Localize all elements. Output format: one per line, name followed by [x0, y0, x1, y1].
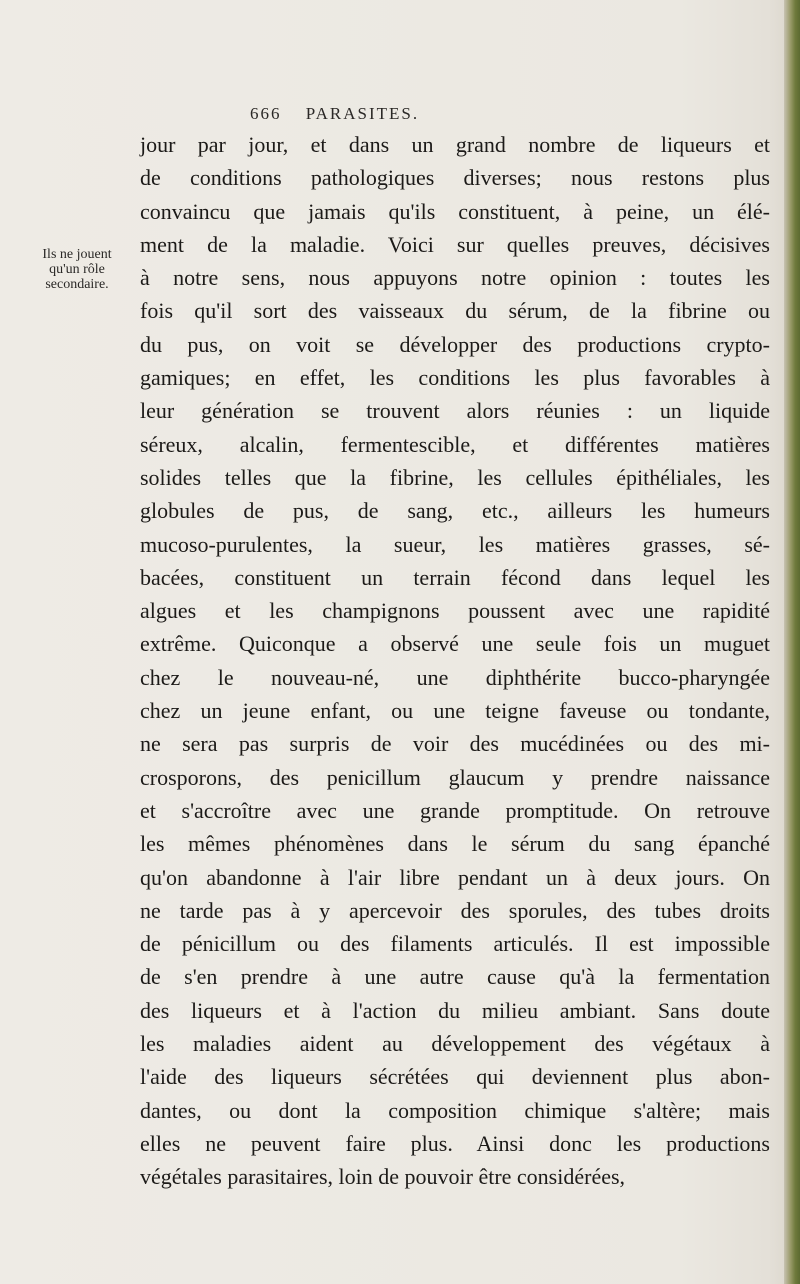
text-line: ne tarde pas à y apercevoir des sporules, des tubes droits [140, 897, 770, 923]
running-title: PARASITES. [305, 104, 420, 123]
text-line: convaincu que jamais qu'ils constituent, à peine, un élé- [140, 198, 770, 224]
text-line: fois qu'il sort des vaisseaux du sérum, de la fibrine ou [140, 298, 770, 324]
text-line: à notre sens, nous appuyons notre opinion : toutes les [140, 265, 770, 291]
text-line: bacées, constituent un terrain fécond dans lequel les [140, 564, 770, 590]
text-line: végétales parasitaires, loin de pouvoir être considérées, [140, 1164, 626, 1190]
text-line: qu'on abandonne à l'air libre pendant un à deux jours. On [140, 864, 770, 890]
text-line: l'aide des liqueurs sécrétées qui deviennent plus abon- [140, 1064, 770, 1090]
text-line: séreux, alcalin, fermentescible, et différentes matières [140, 431, 770, 457]
text-line: elles ne peuvent faire plus. Ainsi donc les productions [140, 1130, 770, 1156]
text-line: algues et les champignons poussent avec une rapidité [140, 598, 770, 624]
text-line: les maladies aident au développement des végétaux à [140, 1031, 770, 1057]
margin-note-line: Ils ne jouent [42, 247, 112, 262]
margin-note [30, 247, 124, 292]
margin-note-line: qu'un rôle [49, 262, 105, 277]
text-line: leur génération se trouvent alors réunies : un liquide [140, 398, 770, 424]
text-line: chez le nouveau-né, une diphthérite bucco-pharyngée [140, 664, 770, 690]
text-line: de s'en prendre à une autre cause qu'à la fermentation [140, 964, 770, 990]
text-line: ment de la maladie. Voici sur quelles preuves, décisives [140, 231, 770, 257]
text-line: du pus, on voit se développer des productions crypto- [140, 331, 770, 357]
running-head [250, 104, 419, 124]
text-line: ne sera pas surpris de voir des mucédinées ou des mi- [140, 731, 770, 757]
text-line: extrême. Quiconque a observé une seule fois un muguet [140, 631, 770, 657]
margin-note-line: secondaire. [45, 277, 109, 292]
body-text [140, 128, 770, 1194]
text-line: solides telles que la fibrine, les cellules épithéliales, les [140, 464, 770, 490]
text-line: dantes, ou dont la composition chimique s'altère; mais [140, 1097, 770, 1123]
text-line: mucoso-purulentes, la sueur, les matières grasses, sé- [140, 531, 770, 557]
page-edge [784, 0, 800, 1284]
text-line: jour par jour, et dans un grand nombre de liqueurs et [140, 132, 770, 157]
text-line: gamiques; en effet, les conditions les plus favorables à [140, 365, 770, 391]
page-number: 666 [250, 104, 282, 123]
text-line: de pénicillum ou des filaments articulés. Il est impossible [140, 931, 770, 957]
text-line: et s'accroître avec une grande promptitude. On retrouve [140, 797, 770, 823]
text-line: des liqueurs et à l'action du milieu ambiant. Sans doute [140, 997, 770, 1023]
text-line: de conditions pathologiques diverses; nous restons plus [140, 165, 770, 191]
text-line: crosporons, des penicillum glaucum y prendre naissance [140, 764, 770, 790]
text-line: chez un jeune enfant, ou une teigne faveuse ou tondante, [140, 698, 770, 724]
text-line: les mêmes phénomènes dans le sérum du sang épanché [140, 831, 770, 857]
text-line: globules de pus, de sang, etc., ailleurs les humeurs [140, 498, 770, 524]
